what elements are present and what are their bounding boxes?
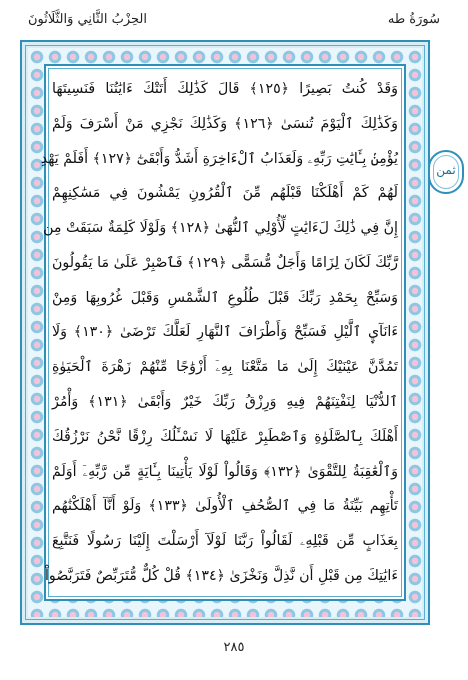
surah-name: سُورَةُ طه — [387, 12, 440, 27]
verse-line: وَسَبِّحْ بِحَمْدِ رَبِّكَ قَبْلَ طُلُوعِ ٱلشَّمْسِ وَقَبْلَ غُرُوبِهَا وَمِنْ — [52, 289, 398, 306]
verse-line: بِعَذَابٍ مِّن قَبْلِهِۦ لَقَالُواْ رَبَّنَا لَوْلَآ أَرْسَلْتَ إِلَيْنَا رَسُولًا فَنَتَّبِعَ — [52, 533, 398, 550]
verse-line: وَٱلْعَٰقِبَةُ لِلتَّقْوَىٰ ﴿١٣٢﴾ وَقَالُواْ لَوْلَا يَأْتِينَا بِـَٔايَةٍ مِّن رَّبِّهِۦٓ أَوَلَمْ — [52, 463, 398, 480]
verse-line: إِنَّ فِي ذَٰلِكَ لَءَايَٰتٍ لِّأُوْلِي ٱلنُّهَىٰ ﴿١٢٨﴾ وَلَوْلَا كَلِمَةٌ سَبَقَتْ مِن — [43, 220, 398, 237]
verse-line: ءَانَآيِٕ ٱلَّيْلِ فَسَبِّحْ وَأَطْرَافَ ٱلنَّهَارِ لَعَلَّكَ تَرْضَىٰ ﴿١٣٠﴾ وَلَا — [52, 324, 399, 341]
text-panel — [40, 64, 406, 601]
page-number: ٢٨٥ — [223, 640, 245, 655]
verse-line: ءَايَٰتِكَ مِن قَبْلِ أَن نَّذِلَّ وَنَخْزَىٰ ﴿١٣٤﴾ قُلْ كُلٌّ مُّتَرَبِّصٌ فَتَرَبَّصُواْ — [44, 567, 398, 584]
verse-line: ٱلدُّنْيَا لِنَفْتِنَهُمْ فِيهِ وَرِزْقُ رَبِّكَ خَيْرٌ وَأَبْقَىٰ ﴿١٣١﴾ وَأْمُرْ — [52, 394, 398, 411]
verse-line: لَهُمْ كَمْ أَهْلَكْنَا قَبْلَهُم مِّنَ ٱلْقُرُونِ يَمْشُونَ فِي مَسَٰكِنِهِمْ — [52, 185, 398, 202]
verse-line: وَكَذَٰلِكَ ٱلْيَوْمَ تُنسَىٰ ﴿١٢٦﴾ وَكَذَٰلِكَ نَجْزِي مَنْ أَسْرَفَ وَلَمْ — [52, 115, 398, 132]
verse-line: يُؤْمِنۢ بِـَٔايَٰتِ رَبِّهِۦ وَلَعَذَابُ ٱلْءَاخِرَةِ أَشَدُّ وَأَبْقَىٰٓ ﴿١٢٧﴾ أَفَلَمْ يَهْدِ — [40, 150, 398, 167]
hizb-label: الحِزْبُ الثَّانِي وَالثَّلَاثُونَ — [28, 12, 147, 27]
verse-line: تَأْتِهِم بَيِّنَةُ مَا فِي ٱلصُّحُفِ ٱلْأُولَىٰ ﴿١٣٣﴾ وَلَوْ أَنَّآ أَهْلَكْنَٰهُم — [52, 498, 398, 515]
thumun-marker — [428, 150, 464, 194]
page-frame — [20, 40, 430, 625]
verse-lines — [40, 72, 399, 593]
marker-label: ثمن — [436, 163, 456, 177]
verse-line: تَمُدَّنَّ عَيْنَيْكَ إِلَىٰ مَا مَتَّعْنَا بِهِۦٓ أَزْوَٰجًا مِّنْهُمْ زَهْرَةَ ٱلْحَيَوٰةِ — [52, 359, 398, 376]
verse-line: وَقَدْ كُنتُ بَصِيرًا ﴿١٢٥﴾ قَالَ كَذَٰلِكَ أَتَتْكَ ءَايَٰتُنَا فَنَسِيتَهَا — [52, 81, 398, 97]
verse-line: رَّبِّكَ لَكَانَ لِزَامًا وَأَجَلٌ مُّسَمًّى ﴿١٢٩﴾ فَٱصْبِرْ عَلَىٰ مَا يَقُولُونَ — [52, 254, 398, 271]
verse-line: أَهْلَكَ بِٱلصَّلَوٰةِ وَٱصْطَبِرْ عَلَيْهَا لَا نَسْـَٔلُكَ رِزْقًا نَّحْنُ نَرْزُقُكَ — [52, 428, 398, 445]
